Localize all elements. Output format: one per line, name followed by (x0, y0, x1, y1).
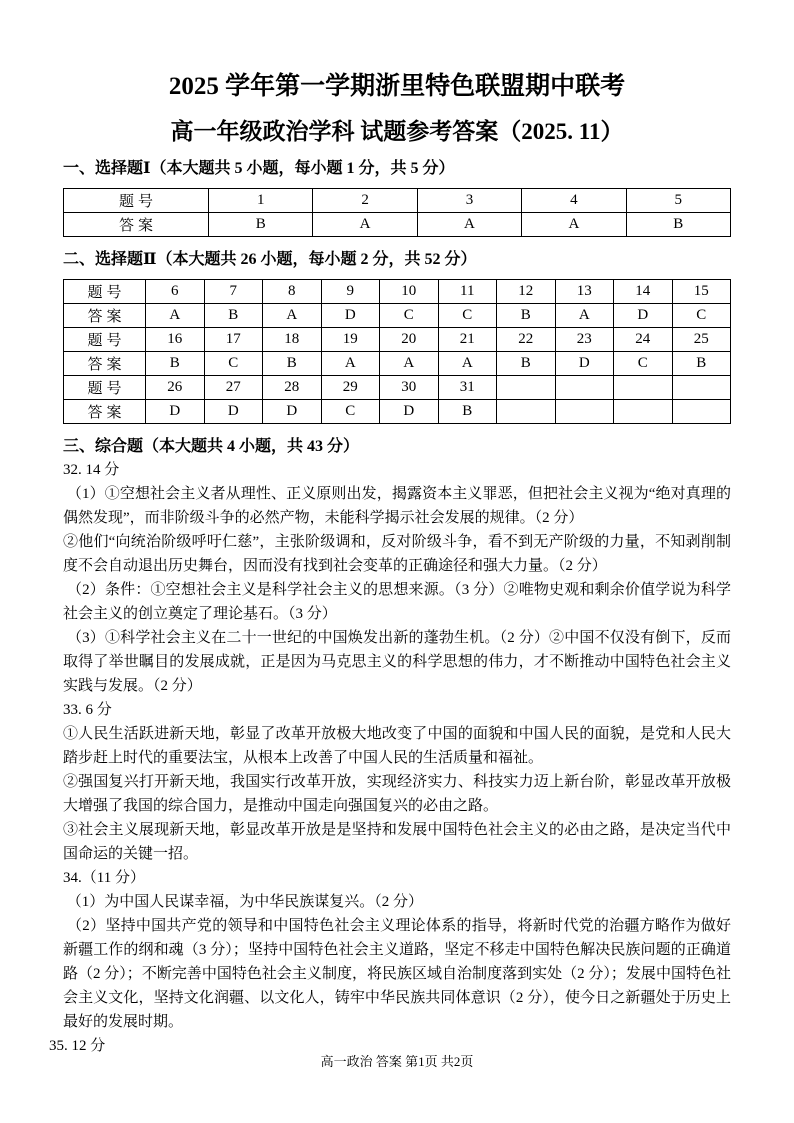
table-row (64, 399, 731, 423)
answer-cell (555, 399, 614, 423)
answer-cell: A (146, 303, 205, 327)
answer-cell: 31 (438, 375, 497, 399)
answer-cell: 7 (204, 279, 263, 303)
answer-cell: 16 (146, 327, 205, 351)
answer-cell: B (672, 351, 731, 375)
table-row (64, 188, 731, 212)
answer-cell (555, 375, 614, 399)
answer-cell (497, 375, 556, 399)
answer-paragraph: ②他们“向统治阶级呼吁仁慈”，主张阶级调和，反对阶级斗争，看不到无产阶级的力量，不知剥削制度不会自动退出历史舞台，因而没有找到社会变革的正确途径和强大力量。（2 分） (63, 533, 731, 574)
answer-cell: 12 (497, 279, 556, 303)
answer-cell: C (204, 351, 263, 375)
answer-cell: 13 (555, 279, 614, 303)
answer-cell: D (555, 351, 614, 375)
answer-paragraph: （2）坚持中国共产党的领导和中国特色社会主义理论体系的指导，将新时代党的治疆方略作为做好新疆工作的纲和魂（3 分）；坚持中国特色社会主义道路，坚定不移走中国特色解决民族问题的正确道路（2 分）；不断完善中国特色社会主义制度，将民族区域自治制度落到实处（2 分）；发展中国特色社会主义文化，坚持文化润疆、以文化人，铸牢中华民族共同体意识（2 分），使今日之新疆处于历史上最好的发展时期。 (63, 917, 732, 1030)
row-label-cell: 题号 (64, 327, 146, 351)
answer-table-choice1 (63, 188, 731, 237)
answer-cell: 27 (204, 375, 263, 399)
answer-cell: B (204, 303, 263, 327)
row-label-cell: 题号 (64, 375, 146, 399)
answer-cell: 23 (555, 327, 614, 351)
answer-cell: C (614, 351, 673, 375)
answer-cell: 4 (522, 188, 626, 212)
answer-cell (614, 399, 673, 423)
answer-cell: 22 (497, 327, 556, 351)
answer-cell: 28 (263, 375, 322, 399)
question-33-label: 33. 6 分 (63, 701, 112, 718)
answer-cell: 6 (146, 279, 205, 303)
answer-cell: B (263, 351, 322, 375)
answer-cell: D (263, 399, 322, 423)
answer-cell: A (313, 212, 417, 236)
answer-cell: 10 (380, 279, 439, 303)
answer-paragraph: ③社会主义展现新天地，彰显改革开放是是坚持和发展中国特色社会主义的必由之路，是决定当代中国命运的关键一招。 (63, 821, 731, 862)
answer-cell: 14 (614, 279, 673, 303)
table-row (64, 375, 731, 399)
answer-cell: C (672, 303, 731, 327)
row-label-cell: 答案 (64, 212, 209, 236)
answer-cell (497, 399, 556, 423)
answer-cell: D (204, 399, 263, 423)
answer-cell: 19 (321, 327, 380, 351)
page-footer: 高一政治 答案 第1页 共2页 (320, 1054, 474, 1069)
answer-cell: 26 (146, 375, 205, 399)
answer-cell: B (497, 303, 556, 327)
document-title: 2025 学年第一学期浙里特色联盟期中联考 (168, 73, 626, 100)
answer-cell: B (209, 212, 313, 236)
section-comprehensive-heading: 三、综合题（本大题共 4 小题，共 43 分） (63, 437, 360, 455)
question-34-label: 34.（11 分） (63, 869, 145, 886)
row-label-cell: 题号 (64, 279, 146, 303)
section-choice1-heading: 一、选择题Ⅰ（本大题共 5 小题，每小题 1 分，共 5 分） (63, 159, 455, 177)
answer-cell: A (380, 351, 439, 375)
answer-cell: 3 (417, 188, 521, 212)
answer-cell: 2 (313, 188, 417, 212)
answer-paragraph: （2）条件：①空想社会主义是科学社会主义的思想来源。（3 分）②唯物史观和剩余价值学说为科学社会主义的创立奠定了理论基石。（3 分） (63, 581, 731, 622)
answer-cell: C (380, 303, 439, 327)
table-row (64, 279, 731, 303)
question-32-paragraphs (63, 482, 731, 698)
section-choice2-heading: 二、选择题Ⅱ（本大题共 26 小题，每小题 2 分，共 52 分） (63, 250, 477, 268)
question-34-answer (63, 866, 731, 1034)
answer-cell: A (263, 303, 322, 327)
answer-cell (672, 375, 731, 399)
answer-cell: D (146, 399, 205, 423)
row-label-cell: 答案 (64, 399, 146, 423)
table-row (64, 303, 731, 327)
answer-cell: 15 (672, 279, 731, 303)
answer-paragraph: ①人民生活跃进新天地，彰显了改革开放极大地改变了中国的面貌和中国人民的面貌，是党和人民大踏步赶上时代的重要法宝，从根本上改善了中国人民的生活质量和福祉。 (63, 725, 731, 766)
answer-cell: 5 (626, 188, 730, 212)
answer-cell (614, 375, 673, 399)
answer-cell: 18 (263, 327, 322, 351)
row-label-cell: 答案 (64, 351, 146, 375)
answer-cell: 9 (321, 279, 380, 303)
answer-cell: A (522, 212, 626, 236)
answer-cell: A (438, 351, 497, 375)
answer-cell (672, 399, 731, 423)
question-32-answer (63, 458, 731, 698)
answer-cell: A (417, 212, 521, 236)
answer-cell: 29 (321, 375, 380, 399)
answer-cell: D (614, 303, 673, 327)
table-row (64, 327, 731, 351)
answer-cell: B (626, 212, 730, 236)
answer-cell: 30 (380, 375, 439, 399)
answer-cell: D (380, 399, 439, 423)
answer-paragraph: ②强国复兴打开新天地，我国实行改革开放，实现经济实力、科技实力迈上新台阶，彰显改革开放极大增强了我国的综合国力，是推动中国走向强国复兴的必由之路。 (63, 773, 731, 814)
answer-cell: 11 (438, 279, 497, 303)
question-33-paragraphs (63, 722, 731, 866)
question-32-label: 32. 14 分 (63, 461, 120, 478)
row-label-cell: 答案 (64, 303, 146, 327)
document-subtitle: 高一年级政治学科 试题参考答案（2025. 11） (170, 119, 624, 144)
answer-cell: 8 (263, 279, 322, 303)
answer-paragraph: （1）①空想社会主义者从理性、正义原则出发，揭露资本主义罪恶，但把社会主义视为“绝对真理的偶然发现”，而非阶级斗争的必然产物，未能科学揭示社会发展的规律。（2 分） (63, 485, 732, 526)
answer-paragraph: （3）①科学社会主义在二十一世纪的中国焕发出新的蓬勃生机。（2 分）②中国不仅没有倒下，反而取得了举世瞩目的发展成就，正是因为马克思主义的科学思想的伟力，才不断推动中国特色社会主义实践与发展。（2 分） (63, 629, 731, 694)
answer-cell: 24 (614, 327, 673, 351)
answer-cell: A (321, 351, 380, 375)
answer-cell: A (555, 303, 614, 327)
answer-cell: 20 (380, 327, 439, 351)
answer-cell: 25 (672, 327, 731, 351)
answer-cell: 1 (209, 188, 313, 212)
answer-cell: C (321, 399, 380, 423)
question-34-paragraphs (63, 890, 731, 1034)
answer-cell: B (438, 399, 497, 423)
row-label-cell: 题号 (64, 188, 209, 212)
answer-cell: C (438, 303, 497, 327)
answer-cell: B (497, 351, 556, 375)
document-content (49, 0, 732, 1058)
table-row (64, 351, 731, 375)
answer-cell: 17 (204, 327, 263, 351)
answer-cell: 21 (438, 327, 497, 351)
answer-cell: B (146, 351, 205, 375)
question-35-label: 35. 12 分 (49, 1037, 106, 1054)
table-row (64, 212, 731, 236)
question-33-answer (63, 698, 731, 866)
answer-table-choice2 (63, 279, 731, 424)
answer-paragraph: （1）为中国人民谋幸福，为中华民族谋复兴。（2 分） (63, 893, 424, 910)
answer-cell: D (321, 303, 380, 327)
